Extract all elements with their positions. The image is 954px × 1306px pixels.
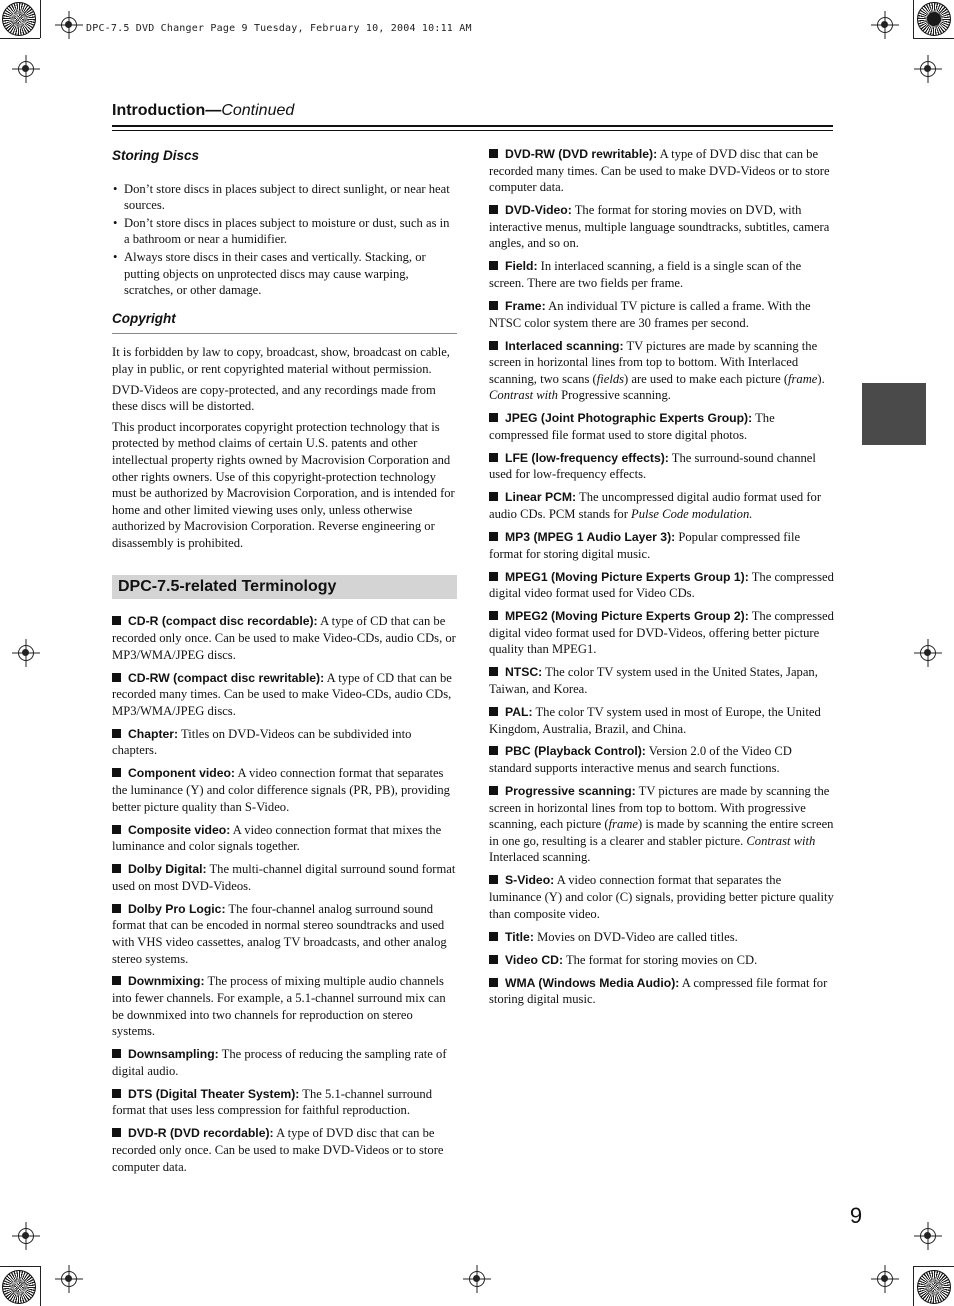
glossary-entry: DVD-Video: The format for storing movies on DVD, with interactive menus, multiple language soundtracks, subtitles, camera angles, and so on. xyxy=(489,203,830,251)
square-bullet-icon xyxy=(489,301,498,310)
glossary-entry: Dolby Pro Logic: The four-channel analog surround sound format that can be encoded in normal stereo soundtracks and used with VHS video cassettes, analog TV broadcasts, and other analog stereo systems. xyxy=(112,901,447,966)
header-rule xyxy=(112,130,833,131)
header-title-italic: Continued xyxy=(221,102,295,119)
registration-target-icon xyxy=(18,61,34,77)
square-bullet-icon xyxy=(489,955,498,964)
registration-target-icon xyxy=(61,1271,77,1287)
glossary-entry: Downsampling: The process of reducing the sampling rate of digital audio. xyxy=(112,1047,447,1078)
square-bullet-icon xyxy=(112,673,121,682)
copyright-title: Copyright xyxy=(112,311,457,335)
copyright-paragraph: It is forbidden by law to copy, broadcast, show, broadcast on cable, play in public, or rent copyrighted material without permission. xyxy=(112,345,450,376)
square-bullet-icon xyxy=(489,932,498,941)
crop-mark xyxy=(913,0,914,38)
list-item: • Always store discs in their cases and vertically. Stacking, or putting objects on unprotected discs may cause warping, scratches, or other damage. xyxy=(113,249,426,298)
crop-mark xyxy=(0,1266,40,1267)
list-item: • Don’t store discs in places subject to direct sunlight, or near heat sources. xyxy=(113,181,450,213)
copyright-paragraph: DVD-Videos are copy-protected, and any recordings made from these discs will be distorted. xyxy=(112,382,436,414)
square-bullet-icon xyxy=(489,978,498,987)
glossary-entry: Field: In interlaced scanning, a field is a single scan of the screen. There are two fields per frame. xyxy=(489,259,802,290)
glossary-entry: Interlaced scanning: TV pictures are made by scanning the screen in horizontal lines from top to bottom. With Interlaced scanning, two scans (fields) are used to make each picture (frame). Contrast with Progressive scanning. xyxy=(489,338,825,403)
glossary-entry: PAL: The color TV system used in most of Europe, the United Kingdom, Australia, Brazil, and China. xyxy=(489,704,821,736)
glossary-entry: PBC (Playback Control): Version 2.0 of the Video CD standard supports interactive menus and search functions. xyxy=(489,744,792,776)
square-bullet-icon xyxy=(112,768,121,777)
glossary-entry: Dolby Digital: The multi-channel digital surround sound format used on most DVD-Videos. xyxy=(112,862,456,893)
glossary-entry: JPEG (Joint Photographic Experts Group): The compressed file format used to store digital photos. xyxy=(489,411,775,442)
crop-mark xyxy=(40,1266,41,1306)
glossary-entry: CD-R (compact disc recordable): A type of CD that can be recorded only once. Can be used to make Video-CDs, audio CDs, or MP3/WMA/JPEG discs. xyxy=(112,614,456,662)
right-column xyxy=(489,146,834,1014)
square-bullet-icon xyxy=(112,904,121,913)
square-bullet-icon xyxy=(489,492,498,501)
crop-mark xyxy=(0,38,40,39)
storing-discs-list xyxy=(112,181,457,299)
registration-star-bottom-left xyxy=(2,1270,36,1304)
glossary-entry: DVD-RW (DVD rewritable): A type of DVD disc that can be recorded many times. Can be used to make DVD-Videos or to store computer data. xyxy=(489,147,830,195)
square-bullet-icon xyxy=(112,616,121,625)
registration-target-icon xyxy=(877,1271,893,1287)
square-bullet-icon xyxy=(112,976,121,985)
registration-target-icon xyxy=(920,1228,936,1244)
left-column xyxy=(112,146,457,1182)
chapter-side-tab xyxy=(862,383,926,445)
copyright-paragraph: This product incorporates copyright protection technology that is protected by method claims of certain U.S. patents and other intellectual property rights owned by Macrovision Corporation and other rights owners. Use of this copyright-protection technology must be authorized by Macrovision Corporation, and is intended for home and other limited viewing uses only, unless otherwise authorized by Macrovision Corporation. Reverse engineering or disassembly is prohibited. xyxy=(112,419,455,550)
registration-target-icon xyxy=(18,1228,34,1244)
registration-target-icon xyxy=(877,17,893,33)
glossary-entry: Chapter: Titles on DVD-Videos can be subdivided into chapters. xyxy=(112,726,412,758)
square-bullet-icon xyxy=(489,261,498,270)
glossary-entry: Composite video: A video connection format that mixes the luminance and color signals together. xyxy=(112,822,442,854)
glossary-entry: MPEG2 (Moving Picture Experts Group 2): The compressed digital video format used for DVD-Videos, offering better picture quality than MPEG1. xyxy=(489,609,834,657)
glossary-entry: WMA (Windows Media Audio): A compressed file format for storing digital music. xyxy=(489,975,828,1007)
square-bullet-icon xyxy=(489,667,498,676)
square-bullet-icon xyxy=(489,532,498,541)
storing-discs-title: Storing Discs xyxy=(112,148,200,163)
square-bullet-icon xyxy=(112,864,121,873)
square-bullet-icon xyxy=(489,205,498,214)
print-slug: DPC-7.5 DVD Changer Page 9 Tuesday, February 10, 2004 10:11 AM xyxy=(86,23,472,34)
glossary-entry: DTS (Digital Theater System): The 5.1-channel surround format that uses less compression for faithful reproduction. xyxy=(112,1086,433,1118)
crop-mark xyxy=(913,38,954,39)
header-rule xyxy=(112,125,833,127)
square-bullet-icon xyxy=(489,786,498,795)
glossary-entry: Video CD: The format for storing movies on CD. xyxy=(489,952,834,969)
registration-star-bottom-right xyxy=(917,1270,951,1304)
glossary-entry: LFE (low-frequency effects): The surround-sound channel used for low-frequency effects. xyxy=(489,450,816,482)
square-bullet-icon xyxy=(112,1049,121,1058)
glossary-entry: MPEG1 (Moving Picture Experts Group 1): The compressed digital video format used for Video CDs. xyxy=(489,569,834,601)
glossary-entry: MP3 (MPEG 1 Audio Layer 3): Popular compressed file format for storing digital music. xyxy=(489,530,801,561)
square-bullet-icon xyxy=(489,875,498,884)
terminology-heading: DPC-7.5-related Terminology xyxy=(112,575,457,599)
square-bullet-icon xyxy=(489,572,498,581)
square-bullet-icon xyxy=(489,341,498,350)
registration-target-icon xyxy=(18,645,34,661)
registration-target-icon xyxy=(920,61,936,77)
square-bullet-icon xyxy=(489,413,498,422)
registration-target-icon xyxy=(469,1271,485,1287)
glossary-entry: CD-RW (compact disc rewritable): A type of CD that can be recorded many times. Can be used to make Video-CDs, audio CDs, MP3/WMA/JPEG discs. xyxy=(112,670,452,718)
glossary-entry: NTSC: The color TV system used in the United States, Japan, Taiwan, and Korea. xyxy=(489,665,818,696)
square-bullet-icon xyxy=(112,1128,121,1137)
registration-target-icon xyxy=(61,17,77,33)
glossary-entry: S-Video: A video connection format that separates the luminance (Y) and color (C) signals, providing better picture quality than composite video. xyxy=(489,873,834,921)
page-number: 9 xyxy=(849,1203,863,1228)
glossary-entry: DVD-R (DVD recordable): A type of DVD disc that can be recorded only once. Can be used to make DVD-Videos or to store computer data. xyxy=(112,1126,444,1174)
square-bullet-icon xyxy=(489,707,498,716)
page-header-title xyxy=(112,102,294,120)
square-bullet-icon xyxy=(112,729,121,738)
square-bullet-icon xyxy=(489,149,498,158)
crop-mark xyxy=(913,1266,914,1306)
registration-star-top-left xyxy=(2,2,36,36)
square-bullet-icon xyxy=(489,453,498,462)
crop-mark xyxy=(40,0,41,38)
glossary-entry: Linear PCM: The uncompressed digital audio format used for audio CDs. PCM stands for Pulse Code modulation. xyxy=(489,490,822,522)
registration-target-icon xyxy=(920,645,936,661)
square-bullet-icon xyxy=(112,825,121,834)
header-title-bold: Introduction— xyxy=(112,102,222,119)
glossary-entry: Frame: An individual TV picture is called a frame. With the NTSC color system there are 30 frames per second. xyxy=(489,298,811,330)
glossary-entry: Component video: A video connection format that separates the luminance (Y) and color difference signals (PR, PB), providing better picture quality than S-Video. xyxy=(112,766,450,814)
crop-mark xyxy=(913,1266,954,1267)
list-item: • Don’t store discs in places subject to moisture or dust, such as in a bathroom or near a humidifier. xyxy=(113,215,450,247)
glossary-entry: Title: Movies on DVD-Video are called titles. xyxy=(489,929,834,946)
glossary-entry: Downmixing: The process of mixing multiple audio channels into fewer channels. For example, a 5.1-channel surround mix can be downmixed into two channels for reproduction on stereo systems. xyxy=(112,974,446,1039)
glossary-entry: Progressive scanning: TV pictures are made by scanning the screen in horizontal lines from top to bottom. With progressive scanning, each picture (frame) is made by scanning the entire screen in one go, resulting is a clearer and stabler picture. Contrast with Interlaced scanning. xyxy=(489,784,834,865)
square-bullet-icon xyxy=(489,611,498,620)
registration-star-top-right xyxy=(917,2,951,36)
square-bullet-icon xyxy=(489,746,498,755)
square-bullet-icon xyxy=(112,1089,121,1098)
